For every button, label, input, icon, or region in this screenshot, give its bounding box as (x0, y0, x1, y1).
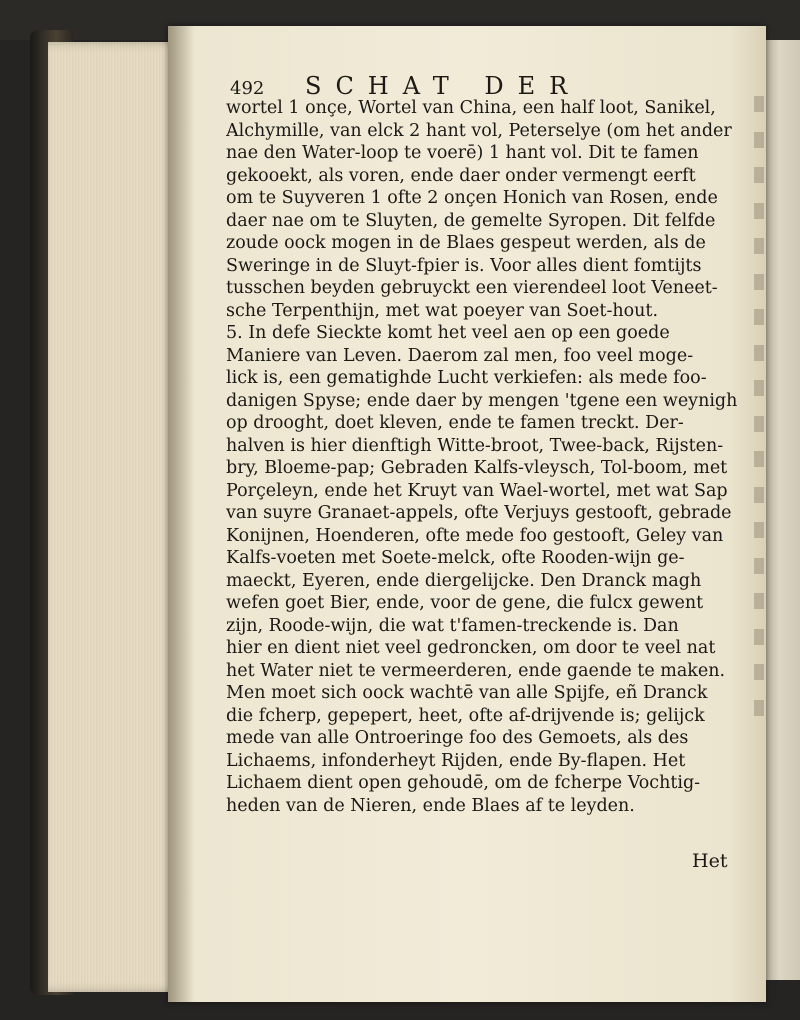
text-line: lick is, een gematighde Lucht verkiefen: als mede foo- (226, 368, 707, 388)
page-gutter-shadow (168, 26, 194, 1002)
text-line: tusschen beyden gebruyckt een vierendeel loot Veneet- (226, 278, 718, 298)
fore-edge-tick (754, 487, 764, 503)
catchword: Het (692, 850, 728, 872)
text-line: daer nae om te Sluyten, de gemelte Syropen. Dit felfde (226, 210, 716, 231)
fore-edge-tick (754, 167, 764, 183)
text-line: mede van alle Ontroeringe foo des Gemoets, als des (226, 728, 689, 748)
fore-edge-tick (754, 522, 764, 538)
text-line: zijn, Roode-wijn, die wat t'famen-treckende is. Dan (226, 615, 679, 636)
text-line: Kalfs-voeten met Soete-melck, ofte Rooden-wijn ge- (226, 548, 685, 568)
text-line: bry, Bloeme-pap; Gebraden Kalfs-vleysch, Tol-boom, met (226, 458, 728, 478)
text-line: Maniere van Leven. Daerom zal men, foo veel moge- (226, 345, 694, 366)
fore-edge-tick (754, 203, 764, 219)
fore-edge-tick (754, 345, 764, 361)
text-line: van suyre Granaet-appels, ofte Verjuys gestooft, gebrade (226, 503, 732, 523)
text-line: hier en dient niet veel gedroncken, om door te veel nat (226, 638, 716, 658)
text-line: Porçeleyn, ende het Kruyt van Wael-wortel, met wat Sap (226, 480, 728, 501)
text-line: Lichaems, infonderheyt Rijden, ende By-flapen. Het (226, 750, 686, 771)
fore-edge-tick (754, 132, 764, 148)
fore-edge-tick (754, 593, 764, 609)
page-number: 492 (230, 78, 265, 99)
fore-edge-tick (754, 629, 764, 645)
text-line: Sweringe in de Sluyt-fpier is. Voor alles dient fomtijts (226, 255, 702, 276)
text-line: Men moet sich oock wachtē van alle Spijfe, eñ Dranck (226, 683, 708, 703)
text-line: heden van de Nieren, ende Blaes af te leyden. (226, 795, 635, 816)
text-line: zoude oock mogen in de Blaes gespeut werden, als de (226, 233, 706, 253)
text-line: danigen Spyse; ende daer by mengen 'tgene een weynigh (226, 390, 738, 411)
text-line: halven is hier dienftigh Witte-broot, Twee-back, Rijsten- (226, 435, 724, 456)
text-line: op drooght, doet kleven, ende te famen treckt. Der- (226, 413, 684, 433)
text-line: het Water niet te vermeerderen, ende gaende te maken. (226, 660, 726, 681)
fore-edge-tick (754, 274, 764, 290)
fore-edge-tick (754, 238, 764, 254)
fore-edge-tick (754, 380, 764, 396)
text-line: wortel 1 onçe, Wortel van China, een half loot, Sanikel, (226, 98, 716, 118)
text-line: die fcherp, gepepert, heet, ofte af-drijvende is; gelijck (226, 705, 705, 726)
text-line: nae den Water-loop te voerē) 1 hant vol. Dit te famen (226, 143, 699, 163)
text-line: gekooekt, als voren, ende daer onder vermengt eerft (226, 165, 696, 186)
fore-edge-tick (754, 664, 764, 680)
page-header (230, 72, 710, 100)
fore-edge-marks (752, 96, 766, 716)
fore-edge-tick (754, 416, 764, 432)
running-head: SCHAT DER (305, 72, 582, 100)
text-line: Alchymille, van elck 2 hant vol, Peterselye (om het ander (226, 120, 732, 141)
text-line: Lichaem dient open gehoudē, om de fcherpe Vochtig- (226, 773, 701, 793)
fore-edge-tick (754, 451, 764, 467)
text-line: om te Suyveren 1 ofte 2 onçen Honich van Rosen, ende (226, 188, 718, 208)
text-line: wefen goet Bier, ende, voor de gene, die fulcx gewent (226, 593, 704, 613)
body-text (226, 97, 754, 817)
facing-page-edge (766, 40, 800, 980)
text-line: maeckt, Eyeren, ende diergelijcke. Den Dranck magh (226, 570, 702, 591)
fore-edge-tick (754, 309, 764, 325)
text-line: sche Terpenthijn, met wat poeyer van Soet-hout. (226, 300, 659, 321)
fore-edge-tick (754, 96, 764, 112)
fore-edge-tick (754, 558, 764, 574)
text-line: 5. In defe Sieckte komt het veel aen op een goede (226, 323, 670, 343)
fore-edge-tick (754, 700, 764, 716)
text-line: Konijnen, Hoenderen, ofte mede foo gestooft, Geley van (226, 525, 724, 546)
